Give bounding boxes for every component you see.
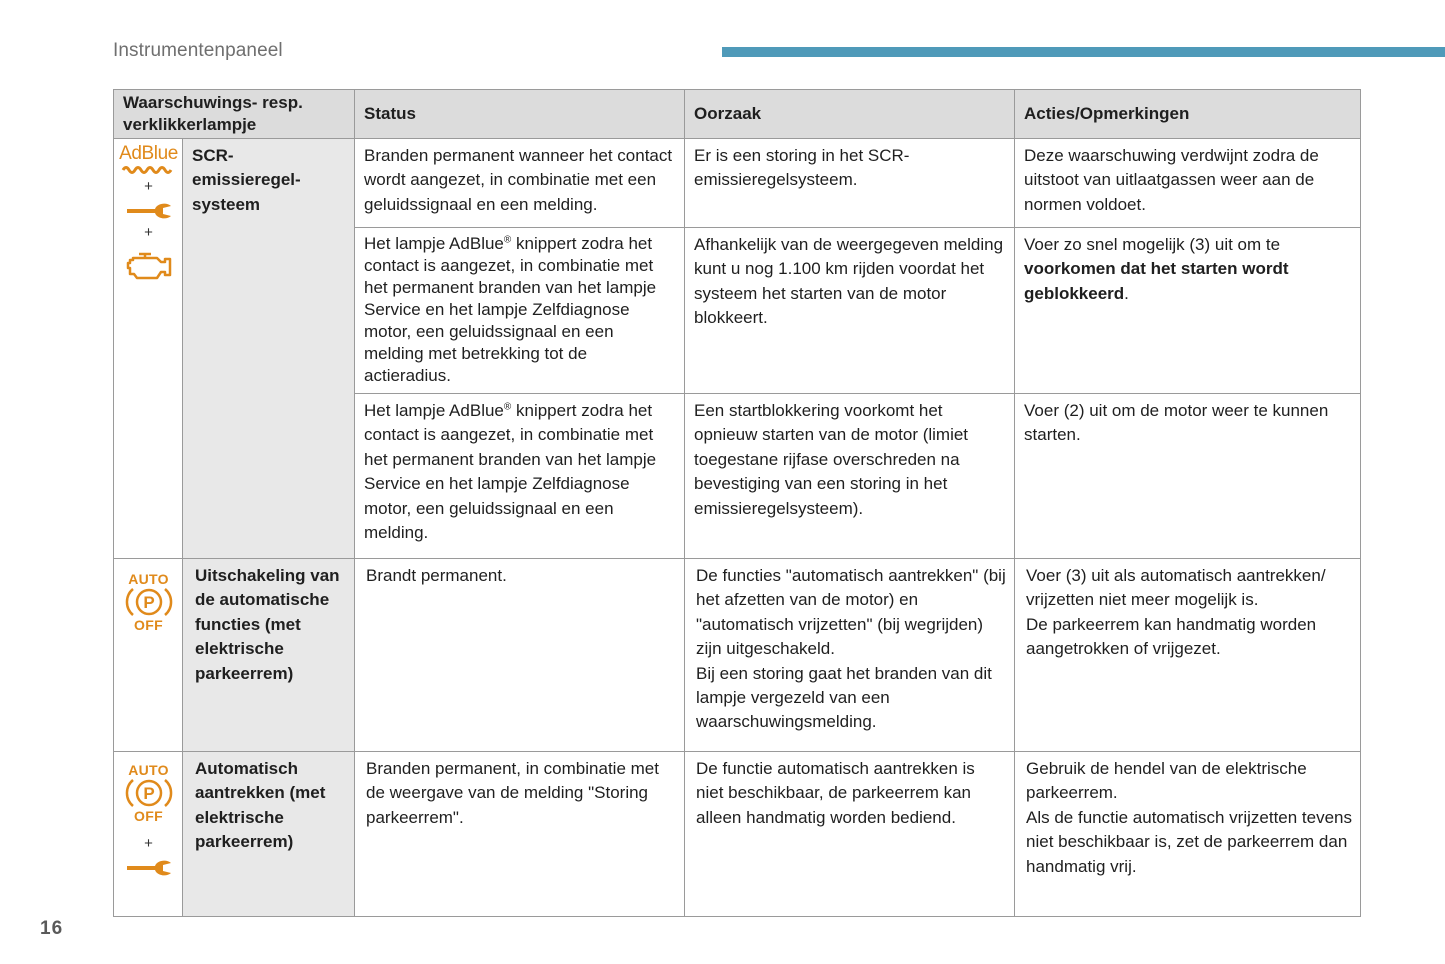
scr-name-line-1: SCR- [192, 146, 234, 165]
warning-lamps-table [113, 89, 1361, 917]
adblue-wave-icon [121, 164, 177, 174]
header-lamp: Waarschuwings- resp. verklikkerlampje [114, 90, 355, 139]
oorzaak-paragraph: Bij een storing gaat het branden van dit lampje vergezeld van een waarschuwingsmelding. [696, 663, 992, 732]
page-header-title: Instrumentenpaneel [113, 40, 283, 61]
plus-separator: + [144, 835, 153, 852]
acties-cell [1015, 752, 1361, 917]
wrench-icon [125, 859, 173, 877]
epb-off-icons-cell [114, 559, 183, 752]
header-acties: Acties/Opmerkingen [1015, 90, 1361, 139]
acties-paragraph: Als de functie automatisch vrijzetten tevens niet beschikbaar is, zet de parkeerrem dan handmatig vrij. [1026, 807, 1353, 876]
oorzaak-cell: Afhankelijk van de weergegeven melding kunt u nog 1.100 km rijden voordat het systeem het starten van de motor blokkeert. [685, 228, 1015, 394]
status-cell: Het lampje AdBlue® knippert zodra het contact is aangezet, in combinatie met het permanent branden van het lampje Service en het lampje Zelfdiagnose motor, een geluidssignaal en een melding met betrekking tot de actieradius. [355, 228, 685, 394]
scr-name-line-2: emissieregel- [192, 170, 301, 190]
engine-icon [125, 248, 173, 282]
uitschakeling-name-cell: Uitschakeling van de automatische functies (met elektrische parkeerrem) [183, 559, 355, 752]
parking-brake-icon [124, 586, 174, 618]
acties-paragraph: Gebruik de hendel van de elektrische parkeerrem. [1026, 759, 1307, 803]
oorzaak-paragraph: De functies "automatisch aantrekken" (bij het afzetten van de motor) en "automatisch vrijzetten" (bij wegrijden) zijn uitgeschakeld. [696, 566, 1006, 659]
plus-separator: + [144, 178, 153, 195]
status-cell: Brandt permanent. [355, 559, 685, 752]
scr-icons-cell [114, 139, 183, 559]
table-row [114, 139, 1361, 228]
scr-name-line-3: systeem [192, 194, 261, 214]
wrench-icon [125, 202, 173, 220]
oorzaak-cell: Een startblokkering voorkomt het opnieuw starten van de motor (limiet toegestane rijfase overschreden na bevestiging van een storing in het emissieregelsysteem). [685, 394, 1015, 559]
acties-cell: Voer zo snel mogelijk (3) uit om te voorkomen dat het starten wordt geblokkeerd. [1015, 228, 1361, 394]
oorzaak-cell [685, 559, 1015, 752]
acties-cell: Deze waarschuwing verdwijnt zodra de uitstoot van uitlaatgassen weer aan de normen voldoet. [1015, 139, 1361, 228]
parking-p-letter: P [142, 593, 155, 612]
status-cell: Het lampje AdBlue® knippert zodra het contact is aangezet, in combinatie met het permanent branden van het lampje Service en het lampje Zelfdiagnose motor, een geluidssignaal en een melding. [355, 394, 685, 559]
off-label: OFF [134, 617, 163, 633]
plus-separator: + [144, 224, 153, 241]
oorzaak-cell: Er is een storing in het SCR-emissieregelsysteem. [685, 139, 1015, 228]
auto-p-off-icon [124, 763, 174, 823]
epb-auto-icons-cell [114, 752, 183, 917]
header-accent-bar [722, 47, 1445, 57]
parking-p-letter: P [142, 784, 155, 803]
auto-label: AUTO [128, 571, 169, 587]
header-status: Status [355, 90, 685, 139]
auto-p-off-icon [123, 564, 174, 632]
automatisch-aantrekken-name-cell: Automatisch aantrekken (met elektrische parkeerrem) [183, 752, 355, 917]
table-header-row [114, 90, 1361, 139]
parking-brake-icon [124, 777, 174, 809]
acties-cell: Voer (2) uit om de motor weer te kunnen starten. [1015, 394, 1361, 559]
table-row [114, 752, 1361, 917]
header-oorzaak: Oorzaak [685, 90, 1015, 139]
page-number: 16 [40, 918, 64, 939]
status-cell: Branden permanent wanneer het contact wordt aangezet, in combinatie met een geluidssignaal en een melding. [355, 139, 685, 228]
status-cell: Branden permanent, in combinatie met de weergave van de melding "Storing parkeerrem". [355, 752, 685, 917]
scr-name-cell [183, 139, 355, 559]
off-label: OFF [134, 808, 163, 824]
table-row [114, 559, 1361, 752]
oorzaak-cell: De functie automatisch aantrekken is niet beschikbaar, de parkeerrem kan alleen handmatig worden bediend. [685, 752, 1015, 917]
adblue-icon-label: AdBlue [119, 143, 178, 164]
acties-paragraph: De parkeerrem kan handmatig worden aangetrokken of vrijgezet. [1026, 614, 1317, 659]
auto-label: AUTO [128, 762, 169, 778]
acties-paragraph: Voer (3) uit als automatisch aantrekken/ vrijzetten niet meer mogelijk is. [1026, 566, 1326, 610]
adblue-icon [119, 144, 178, 174]
acties-cell [1015, 559, 1361, 752]
